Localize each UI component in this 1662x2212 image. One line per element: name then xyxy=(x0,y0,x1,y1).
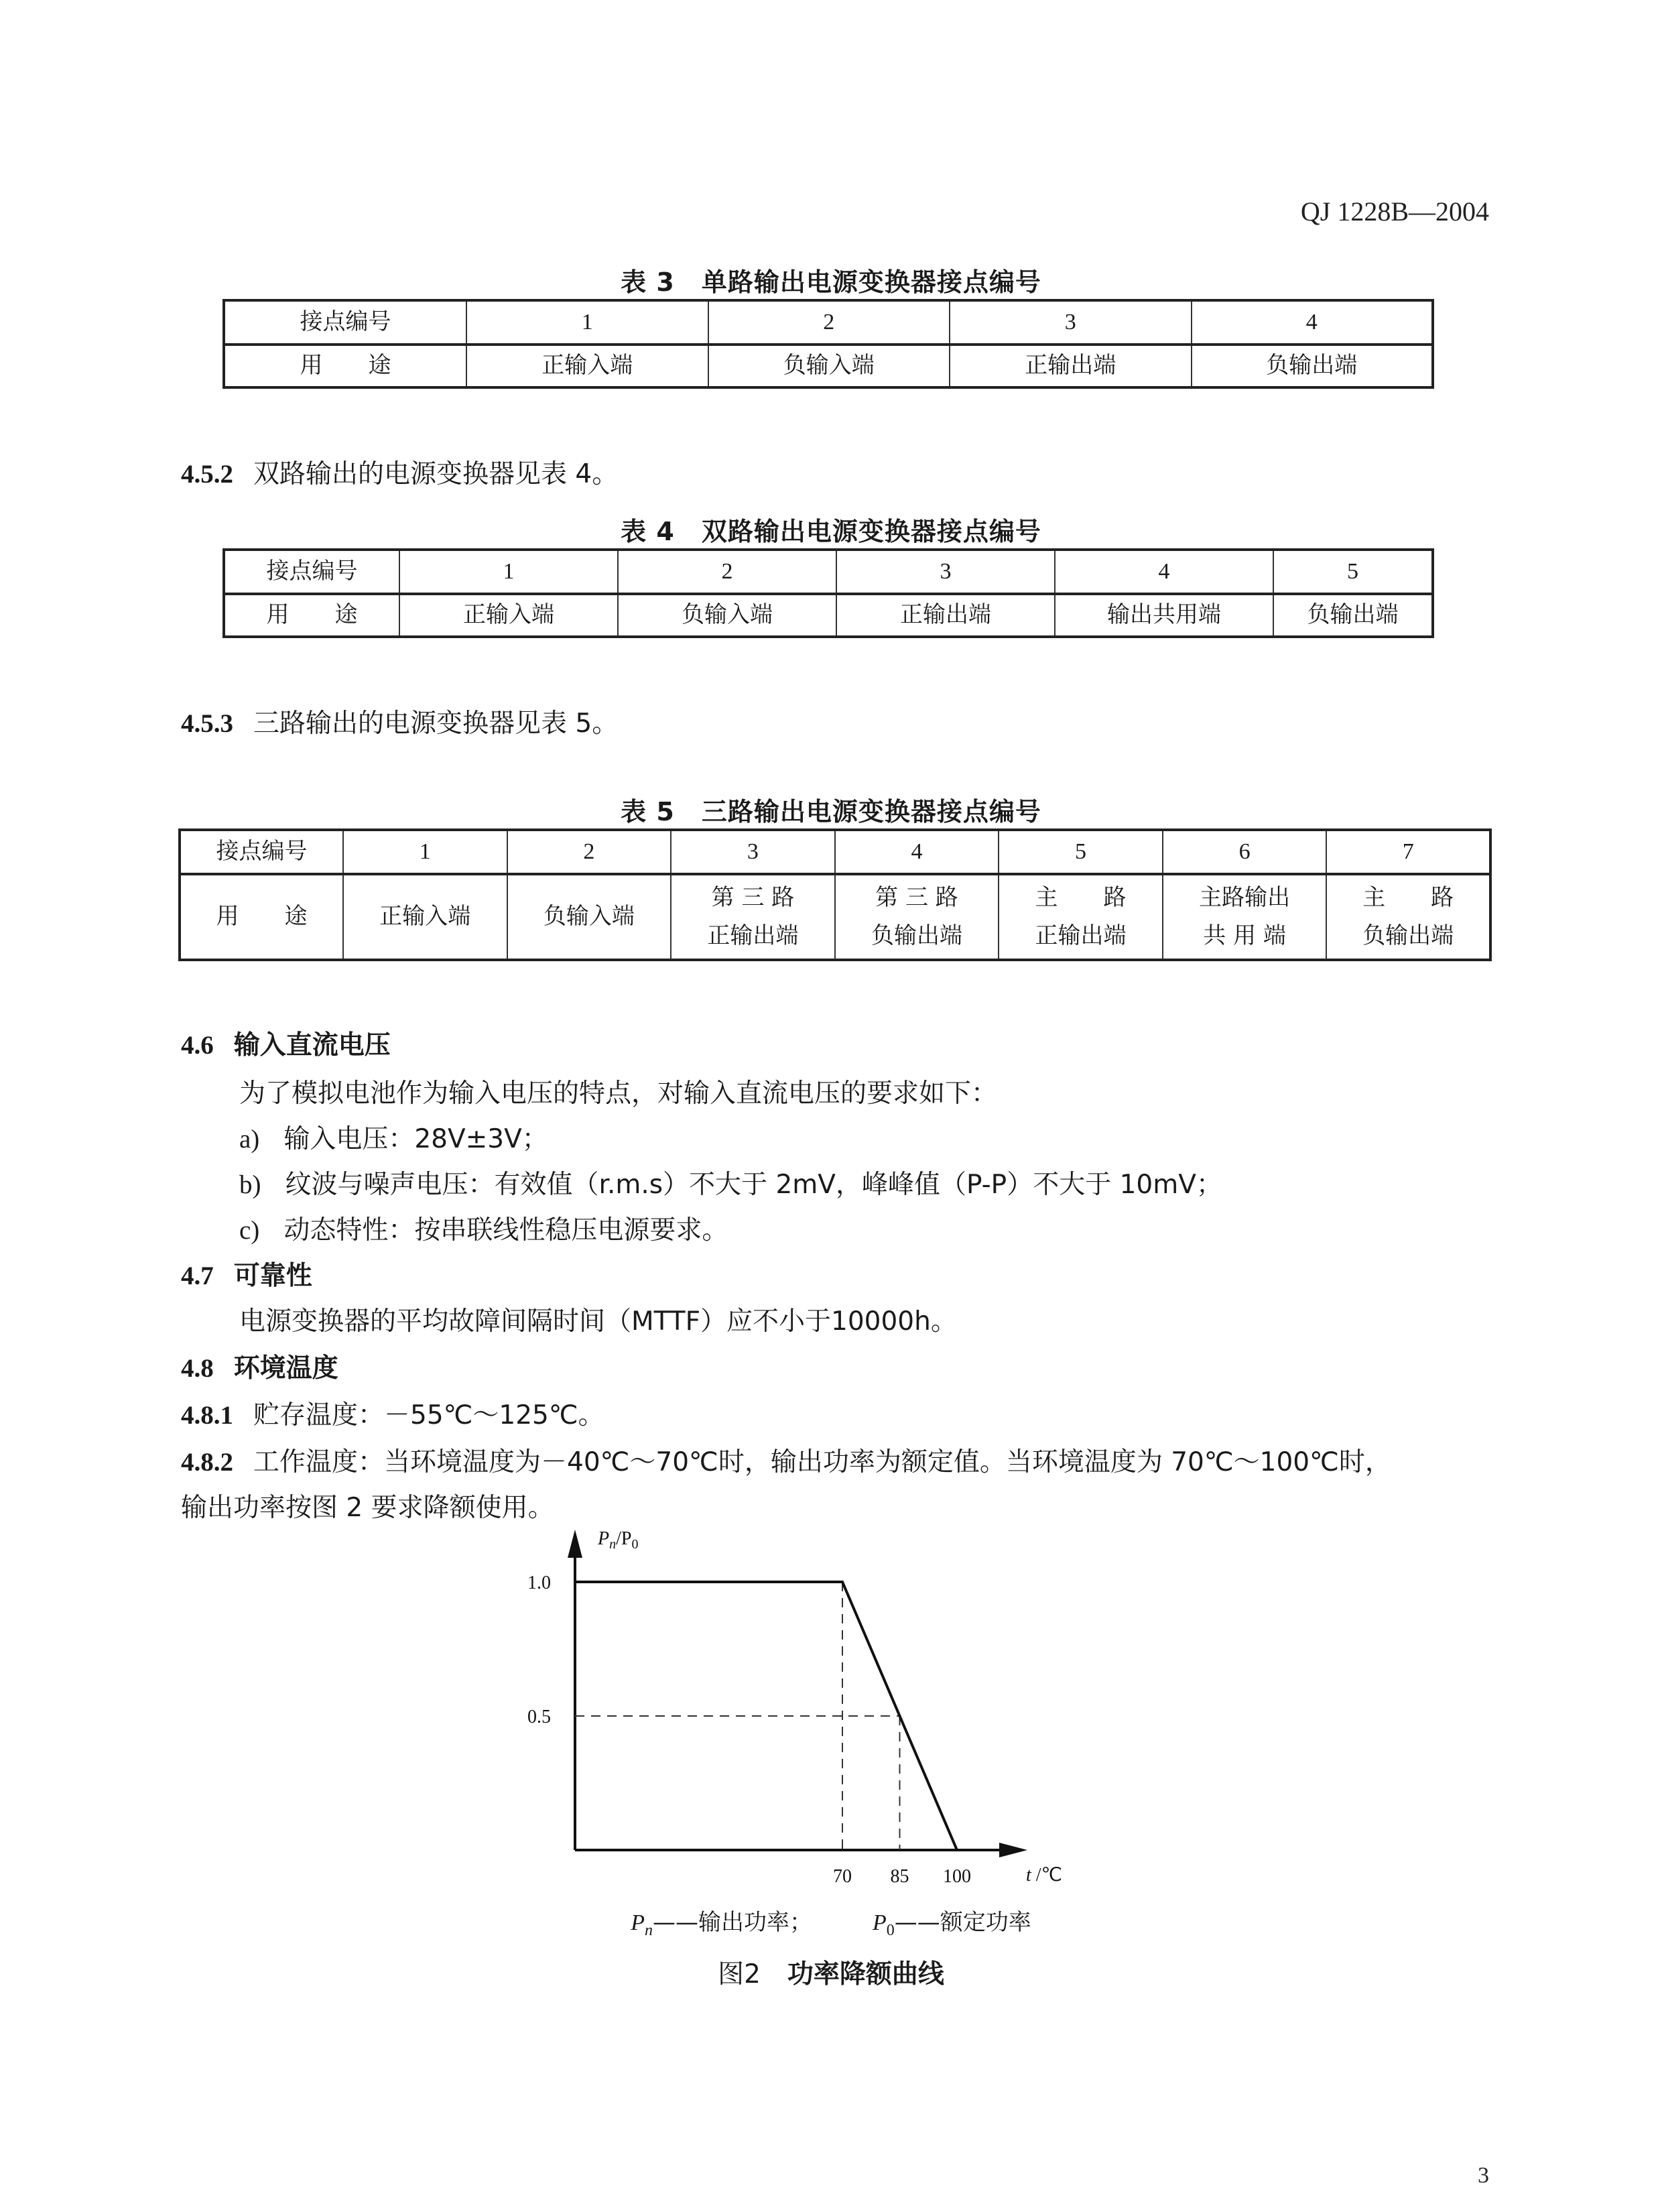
list-label: b) xyxy=(239,1170,261,1199)
list-text: 纹波与噪声电压：有效值（r.m.s）不大于 2mV，峰峰值（P-P）不大于 10mV； xyxy=(285,1170,1222,1200)
figure2-caption-title: 功率降额曲线 xyxy=(787,1959,944,1989)
x-tick-label: 85 xyxy=(890,1866,909,1887)
table5-cell: 6 xyxy=(1163,830,1327,874)
table5-cell-line: 负输出端 xyxy=(1362,922,1454,949)
table3-caption-title: 单路输出电源变换器接点编号 xyxy=(701,267,1041,297)
table5-cell-line: 主 路 xyxy=(1362,883,1454,911)
table4-cell: 负输入端 xyxy=(618,594,836,637)
table5-cell: 1 xyxy=(343,830,507,874)
table5-cell-line: 共 用 端 xyxy=(1203,922,1286,949)
section-number: 4.8.1 xyxy=(181,1401,233,1430)
table4-cell: 4 xyxy=(1055,550,1273,594)
table4-cell: 输出共用端 xyxy=(1055,594,1273,637)
table4-cell: 2 xyxy=(618,550,836,594)
section-4-6-intro: 为了模拟电池作为输入电压的特点，对输入直流电压的要求如下： xyxy=(239,1079,998,1109)
table4-cell: 正输入端 xyxy=(399,594,618,637)
table3-cell: 4 xyxy=(1192,300,1433,345)
table4-cell: 3 xyxy=(836,550,1055,594)
y-axis-label: $P_n/P_0$ xyxy=(598,1528,639,1552)
table5-cell: 5 xyxy=(999,830,1163,874)
section-text: 双路输出的电源变换器见表 4。 xyxy=(253,459,619,489)
table5-caption-title: 三路输出电源变换器接点编号 xyxy=(701,797,1041,826)
table5-cell-line: 正输出端 xyxy=(707,922,799,949)
list-text: 动态特性：按串联线性稳压电源要求。 xyxy=(283,1215,728,1245)
table5-cell-line: 主 路 xyxy=(1035,883,1127,911)
table4-cell: 负输出端 xyxy=(1273,594,1433,637)
legend-pn-symbol: P xyxy=(631,1910,645,1935)
table5-cell-line: 负输出端 xyxy=(871,922,962,949)
table3-caption-number: 表 3 xyxy=(621,267,675,297)
table3-cell: 3 xyxy=(950,300,1192,345)
table3-cell: 正输出端 xyxy=(950,345,1192,387)
table4-cell: 正输出端 xyxy=(836,594,1055,637)
standard-code: QJ 1228B—2004 xyxy=(1300,196,1489,227)
table3-cell: 负输出端 xyxy=(1192,345,1433,387)
legend-p0-subscript: 0 xyxy=(886,1921,895,1939)
table3-cell: 接点编号 xyxy=(224,300,466,345)
legend-pn-subscript: n xyxy=(645,1921,653,1939)
table4-cell: 接点编号 xyxy=(224,550,399,594)
section-title: 环境温度 xyxy=(233,1353,338,1384)
table3-cell: 2 xyxy=(708,300,950,345)
legend-p0-symbol: P xyxy=(873,1910,887,1935)
section-number: 4.5.2 xyxy=(181,460,233,489)
x-tick-label: 70 xyxy=(833,1866,852,1887)
section-number: 4.5.3 xyxy=(181,709,233,738)
section-text: 工作温度：当环境温度为－40℃～70℃时，输出功率为额定值。当环境温度为 70℃～100℃时， xyxy=(253,1447,1391,1477)
table4-caption-title: 双路输出电源变换器接点编号 xyxy=(701,517,1041,546)
table5-cell-line: 正输出端 xyxy=(1035,922,1127,949)
table3-cell: 用 途 xyxy=(224,345,466,387)
y-tick-label: 1.0 xyxy=(527,1573,551,1593)
list-label: c) xyxy=(239,1216,260,1245)
table5-cell: 负输入端 xyxy=(507,874,672,960)
figure2-legend xyxy=(0,1904,1662,1940)
legend-pn-text: ——输出功率； xyxy=(653,1909,812,1936)
y-tick-label: 0.5 xyxy=(527,1707,551,1727)
table5-cell: 用 途 xyxy=(180,874,343,960)
table5-cell: 接点编号 xyxy=(180,830,343,874)
section-number: 4.6 xyxy=(181,1031,214,1060)
table4-caption-number: 表 4 xyxy=(621,517,675,546)
section-title: 输入直流电压 xyxy=(233,1030,391,1060)
chart-layer xyxy=(527,1528,1062,1887)
x-tick-label: 100 xyxy=(943,1866,971,1887)
y-axis-arrow xyxy=(568,1530,582,1558)
table5-cell-line: 主路输出 xyxy=(1199,883,1291,911)
table5-cell: 3 xyxy=(671,830,835,874)
page-number: 3 xyxy=(1478,2163,1489,2188)
list-label: a) xyxy=(239,1125,260,1154)
figure2-caption-number: 图2 xyxy=(718,1959,761,1989)
section-number: 4.8.2 xyxy=(181,1448,233,1477)
table5-cell: 2 xyxy=(507,830,672,874)
legend-p0-text: ——额定功率 xyxy=(894,1909,1031,1936)
table5-cell-line: 第 三 路 xyxy=(711,883,795,911)
section-number: 4.8 xyxy=(181,1354,214,1383)
table3-cell: 负输入端 xyxy=(708,345,950,387)
section-number: 4.7 xyxy=(181,1262,214,1290)
table4-cell: 用 途 xyxy=(224,594,399,637)
section-text: 贮存温度：－55℃～125℃。 xyxy=(253,1400,604,1430)
section-4-7-text: 电源变换器的平均故障间隔时间（MTTF）应不小于10000h。 xyxy=(239,1306,957,1337)
list-text: 输入电压：28V±3V； xyxy=(283,1124,548,1154)
table3-cell: 正输入端 xyxy=(466,345,708,387)
table5-cell-line: 第 三 路 xyxy=(875,883,958,911)
table5-cell: 4 xyxy=(835,830,999,874)
table5-caption-number: 表 5 xyxy=(621,797,675,826)
table5-cell: 7 xyxy=(1326,830,1490,874)
x-axis-label: t /℃ xyxy=(1026,1865,1063,1886)
section-text: 三路输出的电源变换器见表 5。 xyxy=(253,709,619,739)
x-axis-arrow xyxy=(999,1843,1027,1857)
figure2-caption xyxy=(0,1953,1662,1991)
table4-cell: 5 xyxy=(1273,550,1433,594)
section-4-8-2-continued: 输出功率按图 2 要求降额使用。 xyxy=(181,1493,554,1523)
section-title: 可靠性 xyxy=(233,1261,312,1291)
table4-cell: 1 xyxy=(399,550,618,594)
table5-cell: 正输入端 xyxy=(343,874,507,960)
table3-cell: 1 xyxy=(466,300,708,345)
